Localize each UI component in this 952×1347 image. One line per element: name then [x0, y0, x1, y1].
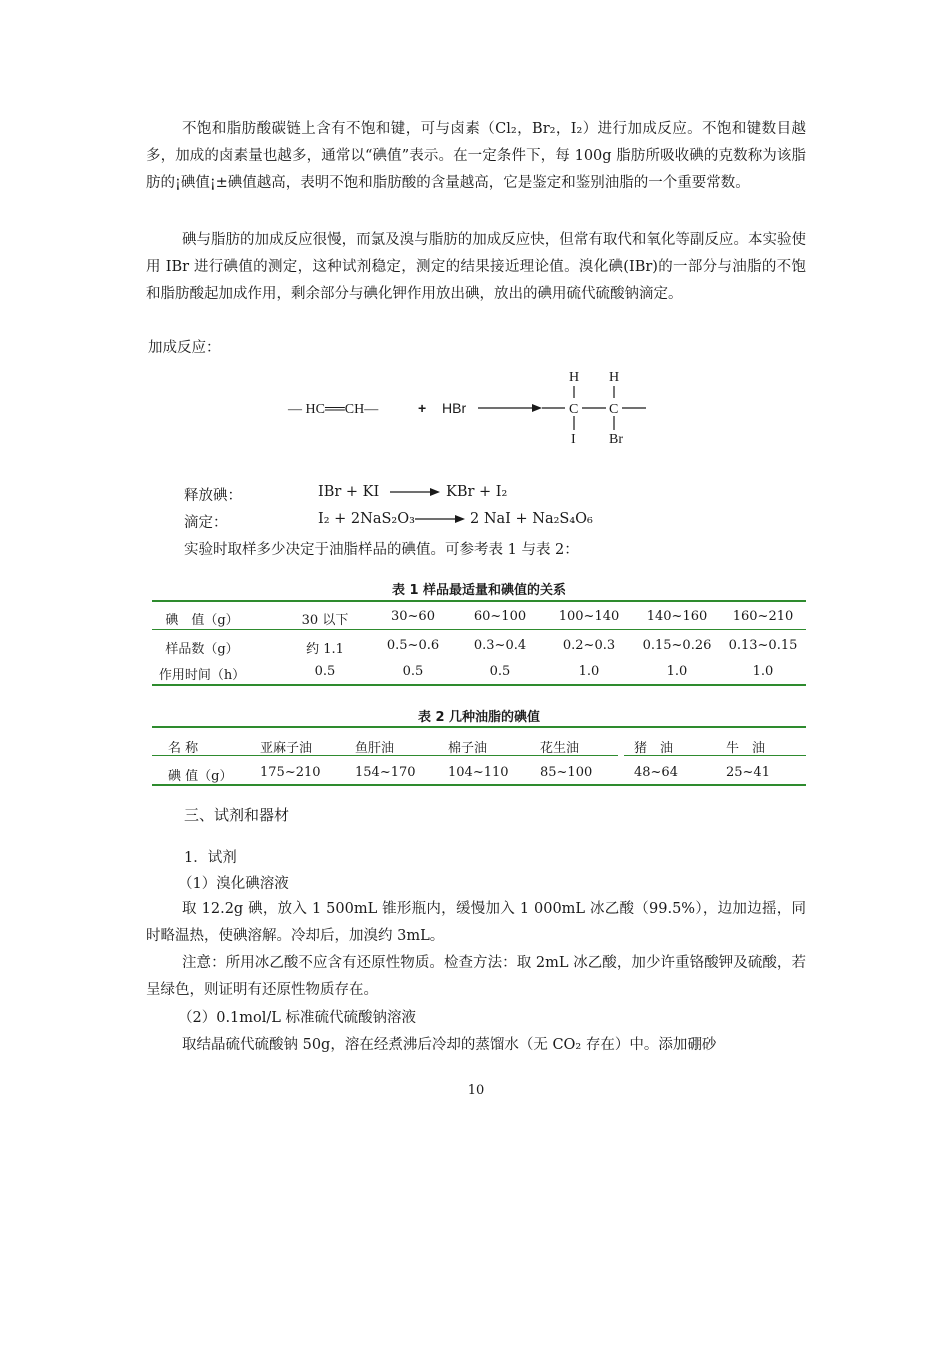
titration-label: 滴定：: [184, 515, 228, 531]
table2-cell: 亚麻子油: [260, 741, 313, 756]
hydrogen-atom-1: H: [569, 370, 580, 385]
table1-cell: 60~100: [473, 609, 527, 624]
table2-caption: 表 2 几种油脂的碘值: [417, 710, 541, 725]
table2-cell: 鱼肝油: [355, 741, 395, 756]
table1-cell: 30 以下: [301, 613, 349, 628]
table1-cell: 1.0: [578, 664, 600, 679]
table1-cell: 碘 值（g）: [165, 613, 239, 628]
table1-cell: 0.13~0.15: [728, 638, 798, 653]
table1-cell: 100~140: [558, 609, 620, 624]
table2-cell: 碘 值（g）: [168, 769, 233, 784]
titration-arrow-icon: [415, 513, 465, 525]
table1-cell: 140~160: [646, 609, 708, 624]
paragraph-ibr-preparation: 取 12.2g 碘，放入 1 500mL 锥形瓶内，缓慢加入 1 000mL 冰乙酸（99.5%），边加边摇，同时略温热，使碘溶解。冷却后，加溴约 3mL。: [146, 901, 806, 944]
release-arrow-icon: [390, 486, 440, 498]
table1-cell: 0.5~0.6: [386, 638, 440, 653]
table2-cell: 48~64: [634, 765, 678, 780]
reactant-alkene: — HC══CH—: [288, 402, 379, 417]
table1-cell: 30~60: [391, 609, 435, 624]
table1-cell: 0.5: [314, 664, 336, 679]
paragraph-reaction-description: 碘与脂肪的加成反应很慢，而氯及溴与脂肪的加成反应快，但常有取代和氧化等副反应。本实验使用 IBr 进行碘值的测定，这种试剂稳定，测定的结果接近理论值。溴化碘(IBr)的一部分与油脂的不饱和脂肪酸起加成作用，剩余部分与碘化钾作用放出碘，放出的碘用硫代硫酸钠滴定。: [146, 232, 806, 302]
bromine-atom: Br: [609, 432, 623, 447]
table2-cell: 104~110: [448, 765, 509, 780]
table1-top-rule: [152, 600, 806, 602]
table1-cell: 1.0: [666, 664, 688, 679]
table2-cell: 名 称: [168, 741, 199, 756]
table1-cell: 1.0: [752, 664, 774, 679]
titration-equation-lhs: I₂ + 2NaS₂O₃: [318, 511, 415, 527]
table1-cell: 160~210: [732, 609, 794, 624]
reagent-thiosulfate-heading: （2）0.1mol/L 标准硫代硫酸钠溶液: [178, 1010, 417, 1026]
page-number: 10: [467, 1083, 485, 1098]
reaction-arrow-head: [532, 404, 542, 412]
table1-cell: 0.2~0.3: [562, 638, 616, 653]
reagent-label: HBr: [442, 400, 467, 416]
carbon-atom-2: C: [609, 402, 619, 417]
table2-cell: 牛 油: [726, 741, 766, 756]
table1-cell: 0.5: [489, 664, 511, 679]
table2-cell: 花生油: [540, 741, 580, 756]
paragraph-iodine-value-intro: 不饱和脂肪酸碳链上含有不饱和键，可与卤素（Cl₂，Br₂，I₂）进行加成反应。不饱和键数目越多，加成的卤素量也越多，通常以“碘值”表示。在一定条件下，每 100g 脂肪所吸收碘的克数称为该脂肪的¡碘值¡±碘值越高，表明不饱和脂肪酸的含量越高，它是鉴定和鉴别油脂的一个重要常数。: [146, 121, 806, 191]
iodine-atom: I: [571, 432, 576, 447]
subsection-reagents: 1．试剂: [184, 850, 237, 866]
table1-cell: 0.3~0.4: [473, 638, 527, 653]
reference-note: 实验时取样多少决定于油脂样品的碘值。可参考表 1 与表 2：: [184, 542, 579, 558]
release-iodine-label: 释放碘：: [184, 488, 242, 504]
table2-cell: 154~170: [355, 765, 416, 780]
table1-cell: 样品数（g）: [165, 642, 239, 657]
table1-cell: 作用时间（h）: [158, 668, 246, 683]
table2-cell: 85~100: [540, 765, 593, 780]
table1-cell: 约 1.1: [306, 642, 344, 657]
addition-reaction-label: 加成反应：: [148, 340, 221, 356]
table2-bottom-rule: [152, 784, 806, 786]
table2-cell: 175~210: [260, 765, 321, 780]
paragraph-thiosulfate-preparation: 取结晶硫代硫酸钠 50g，溶在经煮沸后冷却的蒸馏水（无 CO₂ 存在）中。添加硼砂: [182, 1037, 717, 1053]
release-equation-lhs: IBr + KI: [318, 484, 380, 500]
paragraph-ibr-note: 注意：所用冰乙酸不应含有还原性物质。检查方法：取 2mL 冰乙酸，加少许重铬酸钾及硫酸，若呈绿色，则证明有还原性物质存在。: [146, 955, 806, 998]
release-equation-rhs: KBr + I₂: [446, 484, 508, 500]
addition-reaction-diagram: [280, 360, 660, 455]
table1-cell: 0.5: [402, 664, 424, 679]
table2-cell: 棉子油: [448, 741, 488, 756]
titration-equation-rhs: 2 NaI + Na₂S₄O₆: [470, 511, 593, 527]
section-heading: 三、试剂和器材: [184, 806, 290, 824]
table1-caption: 表 1 样品最适量和碘值的关系: [391, 583, 567, 598]
table1-header-rule: [152, 629, 806, 630]
carbon-atom-1: C: [569, 402, 579, 417]
hydrogen-atom-2: H: [609, 370, 620, 385]
table1-cell: 0.15~0.26: [642, 638, 712, 653]
table1-bottom-rule: [152, 684, 806, 686]
table2-cell: 25~41: [726, 765, 770, 780]
table2-cell: 猪 油: [634, 741, 674, 756]
reagent-ibr-solution-heading: （1）溴化碘溶液: [178, 876, 289, 892]
table2-top-rule: [152, 726, 806, 728]
plus-sign: +: [418, 400, 427, 416]
